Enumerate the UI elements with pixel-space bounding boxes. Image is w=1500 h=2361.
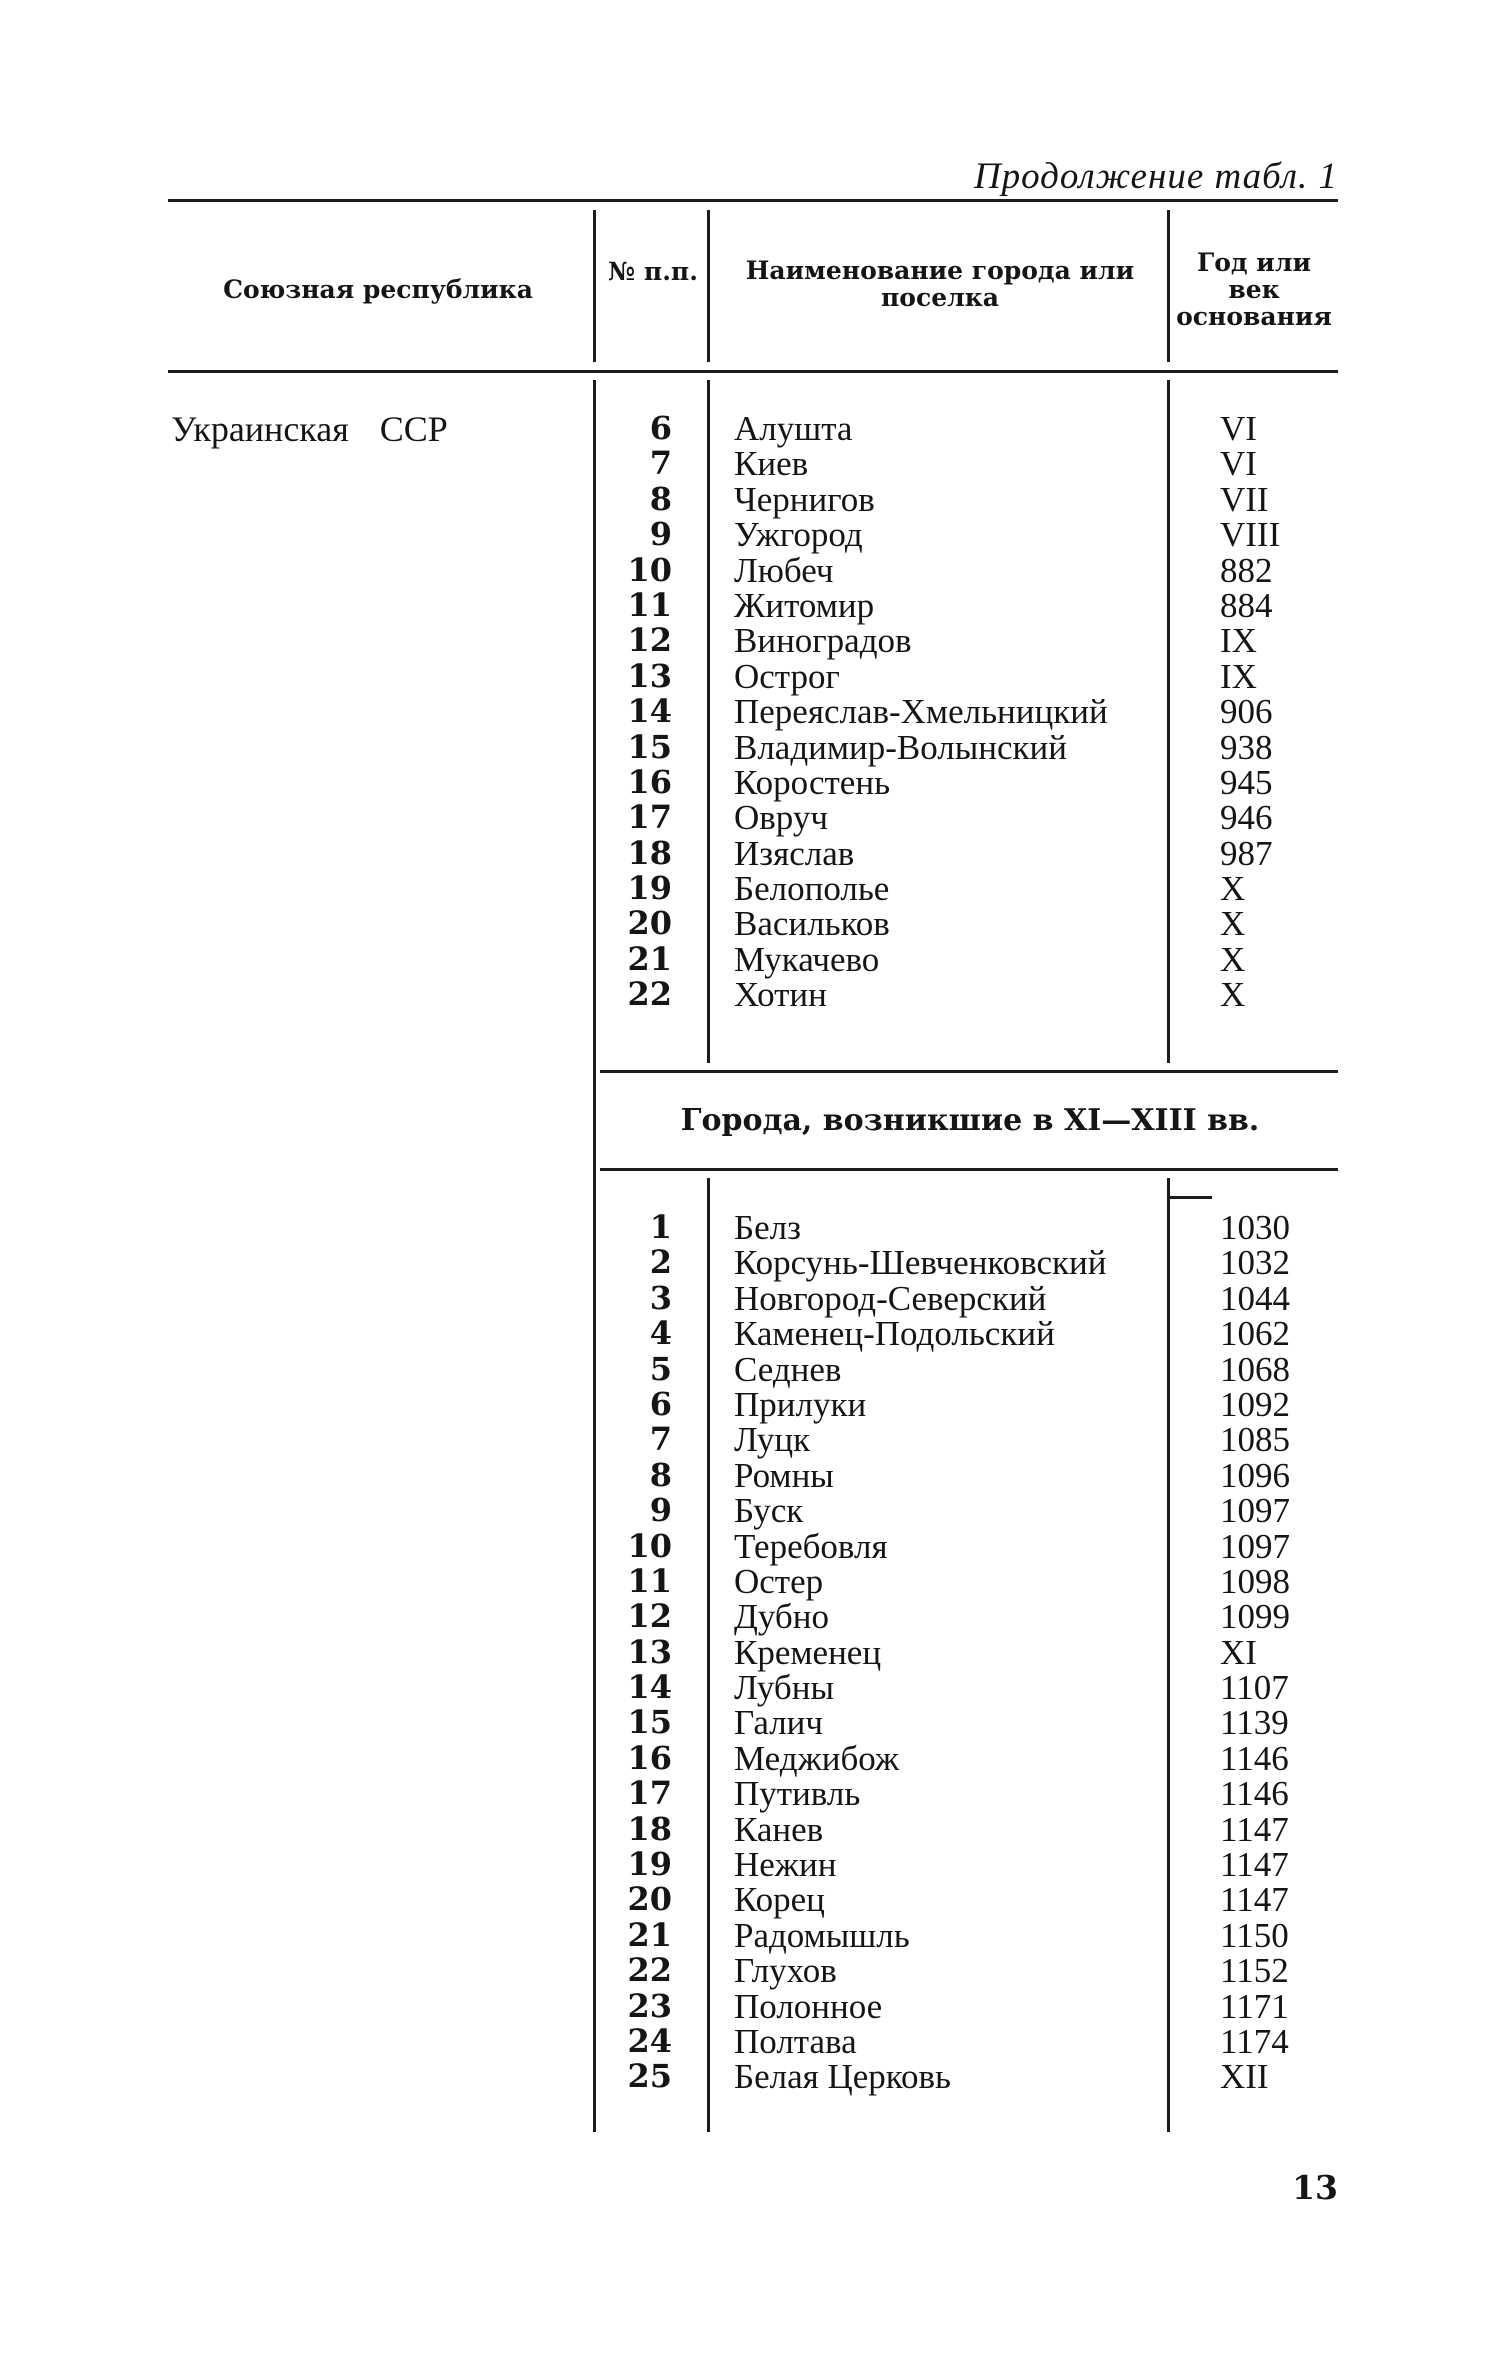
founding-year: VII [1220, 479, 1269, 519]
row-number: 4 [649, 1314, 672, 1353]
city-name: Любеч [734, 550, 834, 590]
founding-year: 1044 [1220, 1278, 1290, 1318]
row-number: 21 [627, 1915, 672, 1954]
table-row [600, 1915, 1340, 1955]
table-row [600, 1809, 1340, 1849]
table-row [600, 1349, 1340, 1389]
founding-year: 1152 [1220, 1951, 1289, 1991]
founding-year: 1146 [1220, 1774, 1289, 1814]
city-name: Виноградов [734, 621, 912, 661]
page-number: 13 [1292, 2168, 1338, 2207]
city-name: Васильков [734, 904, 890, 944]
row-number: 25 [627, 2057, 672, 2096]
founding-year: X [1220, 939, 1246, 979]
row-number: 23 [627, 1986, 672, 2025]
row-number: 9 [649, 515, 672, 554]
founding-year: IX [1220, 656, 1257, 696]
city-name: Коростень [734, 762, 891, 802]
city-name: Прилуки [734, 1384, 867, 1424]
city-list-group-1 [600, 411, 1340, 1013]
city-name: Белополье [734, 869, 890, 909]
row-number: 1 [649, 1208, 672, 1246]
table-continuation-caption: Продолжение табл. 1 [973, 156, 1338, 197]
city-name: Переяслав-Хмельницкий [734, 692, 1108, 732]
table-row [600, 621, 1340, 661]
founding-year: 1092 [1220, 1384, 1290, 1424]
city-name: Буск [734, 1491, 804, 1531]
founding-year: 1062 [1220, 1314, 1290, 1354]
founding-year: 1147 [1220, 1845, 1289, 1885]
founding-year: 1085 [1220, 1420, 1290, 1460]
row-number: 5 [649, 1349, 672, 1388]
founding-year: 1032 [1220, 1243, 1290, 1283]
founding-year: X [1220, 869, 1246, 909]
founding-year: 938 [1220, 727, 1273, 767]
year-column-tick [1170, 1196, 1212, 1199]
row-number: 10 [627, 550, 672, 589]
city-name: Хотин [734, 975, 827, 1015]
table-row [600, 798, 1340, 838]
table-row [600, 1632, 1340, 1672]
row-number: 15 [627, 727, 672, 766]
row-number: 8 [649, 1455, 672, 1494]
row-number: 11 [627, 585, 672, 624]
founding-year: IX [1220, 621, 1257, 661]
row-number: 6 [649, 409, 672, 447]
table-row [600, 939, 1340, 979]
founding-year: 906 [1220, 692, 1273, 732]
founding-year: 1147 [1220, 1809, 1289, 1849]
founding-year: 1096 [1220, 1455, 1290, 1495]
name-column-left-rule [707, 210, 710, 362]
row-number: 16 [627, 762, 672, 801]
city-name: Путивль [734, 1774, 861, 1814]
header-founding-year: Год или век основания [1176, 248, 1332, 331]
city-name: Изяслав [734, 833, 855, 873]
city-name: Дубно [734, 1597, 829, 1637]
section-title: Города, возникшие в XI—XIII вв. [680, 1103, 1260, 1138]
founding-year: X [1220, 975, 1246, 1015]
city-name: Седнев [734, 1349, 842, 1389]
table-row [600, 1951, 1340, 1991]
table-row [600, 585, 1340, 625]
row-number: 19 [627, 869, 672, 908]
founding-year: 1097 [1220, 1491, 1290, 1531]
header-bottom-rule [168, 370, 1338, 373]
table-row [600, 869, 1340, 909]
founding-year: 987 [1220, 833, 1273, 873]
city-name: Глухов [734, 1951, 837, 1991]
city-name: Ужгород [734, 515, 863, 555]
table-row [600, 1597, 1340, 1637]
row-number: 7 [649, 1420, 672, 1459]
number-column-left-rule [593, 1062, 596, 2132]
city-name: Радомышль [734, 1915, 910, 1955]
founding-year: 1171 [1220, 1986, 1289, 2026]
city-name: Галич [734, 1703, 824, 1743]
table-row [600, 762, 1340, 802]
row-number: 22 [627, 975, 672, 1014]
table-row [600, 1314, 1340, 1354]
founding-year: 1068 [1220, 1349, 1290, 1389]
city-name: Лубны [734, 1668, 834, 1708]
row-number: 9 [649, 1491, 672, 1530]
row-number: 16 [627, 1738, 672, 1777]
table-row [600, 1561, 1340, 1601]
table-row [600, 975, 1340, 1015]
table-row [600, 1420, 1340, 1460]
city-name: Ромны [734, 1455, 834, 1495]
founding-year: 1030 [1220, 1208, 1290, 1247]
city-name: Канев [734, 1809, 824, 1849]
city-name: Мукачево [734, 939, 880, 979]
founding-year: XII [1220, 2057, 1269, 2097]
table-row [600, 1491, 1340, 1531]
table-row [600, 1210, 1340, 1245]
row-number: 15 [627, 1703, 672, 1742]
row-number: 22 [627, 1951, 672, 1990]
founding-year: 1146 [1220, 1738, 1289, 1778]
table-row [600, 550, 1340, 590]
founding-year: 1097 [1220, 1526, 1290, 1566]
table-row [600, 1455, 1340, 1495]
city-name: Теребовля [734, 1526, 888, 1566]
city-name: Полонное [734, 1986, 883, 2026]
table-row [600, 1845, 1340, 1885]
row-number: 20 [627, 904, 672, 943]
founding-year: 1139 [1220, 1703, 1289, 1743]
table-row [600, 411, 1340, 446]
founding-year: 884 [1220, 585, 1273, 625]
table-row [600, 1243, 1340, 1283]
header-number: № п.п. [608, 257, 698, 286]
row-number: 17 [627, 1774, 672, 1813]
header-republic: Союзная республика [223, 275, 533, 304]
table-row [600, 1668, 1340, 1708]
city-name: Каменец-Подольский [734, 1314, 1055, 1354]
city-list-group-2 [600, 1210, 1340, 2095]
row-number: 14 [627, 1668, 672, 1707]
row-number: 19 [627, 1845, 672, 1884]
founding-year: X [1220, 904, 1246, 944]
number-column-left-rule [593, 380, 596, 1063]
city-name: Острог [734, 656, 840, 696]
founding-year: 882 [1220, 550, 1273, 590]
founding-year: 946 [1220, 798, 1273, 838]
founding-year: 945 [1220, 762, 1273, 802]
table-row [600, 1384, 1340, 1424]
city-name: Киев [734, 444, 809, 484]
table-row [600, 1880, 1340, 1920]
city-name: Новгород-Северский [734, 1278, 1047, 1318]
table-row [600, 833, 1340, 873]
section-bottom-rule [600, 1168, 1338, 1171]
city-name: Корсунь-Шевченковский [734, 1243, 1107, 1283]
header-city-name: Наименование города или поселка [745, 256, 1135, 312]
city-name: Остер [734, 1561, 824, 1601]
row-number: 6 [649, 1384, 672, 1423]
table-row [600, 727, 1340, 767]
row-number: 14 [627, 692, 672, 731]
founding-year: 1147 [1220, 1880, 1289, 1920]
city-name: Чернигов [734, 479, 875, 519]
table-row [600, 1703, 1340, 1743]
founding-year: VI [1220, 409, 1257, 448]
table-row [600, 444, 1340, 484]
table-row [600, 2021, 1340, 2061]
row-number: 18 [627, 833, 672, 872]
table-row [600, 2057, 1340, 2097]
city-name: Овруч [734, 798, 828, 838]
number-column-left-rule [593, 210, 596, 362]
table-row [600, 515, 1340, 555]
row-number: 18 [627, 1809, 672, 1848]
row-number: 20 [627, 1880, 672, 1919]
row-number: 12 [627, 621, 672, 660]
table-row [600, 904, 1340, 944]
row-number: 21 [627, 939, 672, 978]
row-number: 10 [627, 1526, 672, 1565]
republic-name: Украинская ССР [171, 409, 448, 449]
table-row [600, 1986, 1340, 2026]
table-row [600, 1774, 1340, 1814]
founding-year: 1099 [1220, 1597, 1290, 1637]
row-number: 13 [627, 656, 672, 695]
founding-year: VI [1220, 444, 1257, 484]
table-row [600, 656, 1340, 696]
row-number: 11 [627, 1561, 672, 1600]
row-number: 7 [649, 444, 672, 483]
founding-year: 1174 [1220, 2021, 1289, 2061]
city-name: Корец [734, 1880, 825, 1920]
row-number: 8 [649, 479, 672, 518]
city-name: Нежин [734, 1845, 837, 1885]
founding-year: 1150 [1220, 1915, 1289, 1955]
city-name: Житомир [734, 585, 875, 625]
city-name: Владимир-Волынский [734, 727, 1068, 767]
founding-year: XI [1220, 1632, 1257, 1672]
founding-year: 1098 [1220, 1561, 1290, 1601]
table-row [600, 1278, 1340, 1318]
city-name: Полтава [734, 2021, 857, 2061]
city-name: Белая Церковь [734, 2057, 952, 2097]
section-top-rule [600, 1070, 1338, 1073]
founding-year: VIII [1220, 515, 1281, 555]
city-name: Меджибож [734, 1738, 900, 1778]
row-number: 3 [649, 1278, 672, 1317]
founding-year: 1107 [1220, 1668, 1289, 1708]
table-row [600, 692, 1340, 732]
header-top-rule [168, 199, 1338, 202]
row-number: 13 [627, 1632, 672, 1671]
city-name: Кременец [734, 1632, 882, 1672]
row-number: 17 [627, 798, 672, 837]
city-name: Луцк [734, 1420, 811, 1460]
row-number: 2 [649, 1243, 672, 1282]
table-row [600, 1526, 1340, 1566]
city-name: Алушта [734, 409, 853, 448]
table-row [600, 1738, 1340, 1778]
row-number: 12 [627, 1597, 672, 1636]
city-name: Белз [734, 1208, 801, 1247]
row-number: 24 [627, 2021, 672, 2060]
table-row [600, 479, 1340, 519]
